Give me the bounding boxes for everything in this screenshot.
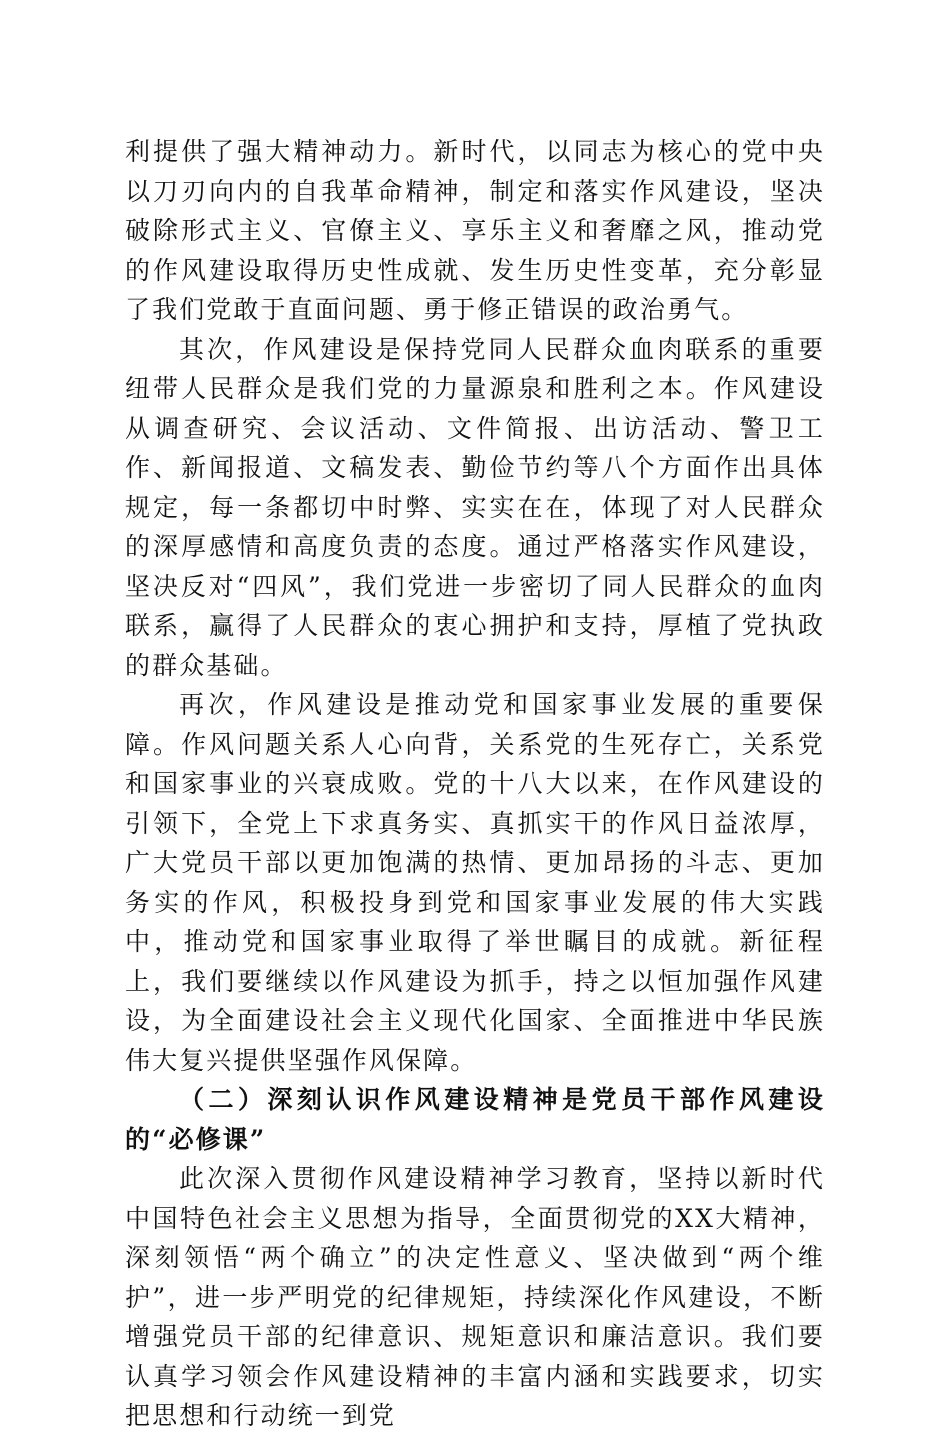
paragraph-second-point: 其次，作风建设是保持党同人民群众血肉联系的重要纽带人民群众是我们党的力量源泉和胜利之本。作风建设从调查研究、会议活动、文件简报、出访活动、警卫工作、新闻报道、文稿发表、勤俭节约等八个方面作出具体规定，每一条都切中时弊、实实在在，体现了对人民群众的深厚感情和高度负责的态度。通过严格落实作风建设，坚决反对“四风”，我们党进一步密切了同人民群众的血肉联系，赢得了人民群众的衷心拥护和支持，厚植了党执政的群众基础。 bbox=[125, 334, 825, 680]
paragraph-study-education: 此次深入贯彻作风建设精神学习教育，坚持以新时代中国特色社会主义思想为指导，全面贯彻党的XX大精神，深刻领悟“两个确立”的决定性意义、坚决做到“两个维护”，进一步严明党的纪律规矩，持续深化作风建设，不断增强党员干部的纪律意识、规矩意识和廉洁意识。我们要认真学习领会作风建设精神的丰富内涵和实践要求，切实把思想和行动统一到党 bbox=[125, 1164, 825, 1430]
section-heading: （二）深刻认识作风建设精神是党员干部作风建设的“必修课” bbox=[125, 1085, 825, 1154]
paragraph-continuation: 利提供了强大精神动力。新时代，以同志为核心的党中央以刀刃向内的自我革命精神，制定和落实作风建设，坚决破除形式主义、官僚主义、享乐主义和奢靡之风，推动党的作风建设取得历史性成就、发生历史性变革，充分彰显了我们党敢于直面问题、勇于修正错误的政治勇气。 bbox=[125, 137, 825, 324]
paragraph-third-point: 再次，作风建设是推动党和国家事业发展的重要保障。作风问题关系人心向背，关系党的生死存亡，关系党和国家事业的兴衰成败。党的十八大以来，在作风建设的引领下，全党上下求真务实、真抓实干的作风日益浓厚，广大党员干部以更加饱满的热情、更加昂扬的斗志、更加务实的作风，积极投身到党和国家事业发展的伟大实践中，推动党和国家事业取得了举世瞩目的成就。新征程上，我们要继续以作风建设为抓手，持之以恒加强作风建设，为全面建设社会主义现代化国家、全面推进中华民族伟大复兴提供坚强作风保障。 bbox=[125, 690, 825, 1075]
document-body bbox=[125, 132, 825, 1436]
